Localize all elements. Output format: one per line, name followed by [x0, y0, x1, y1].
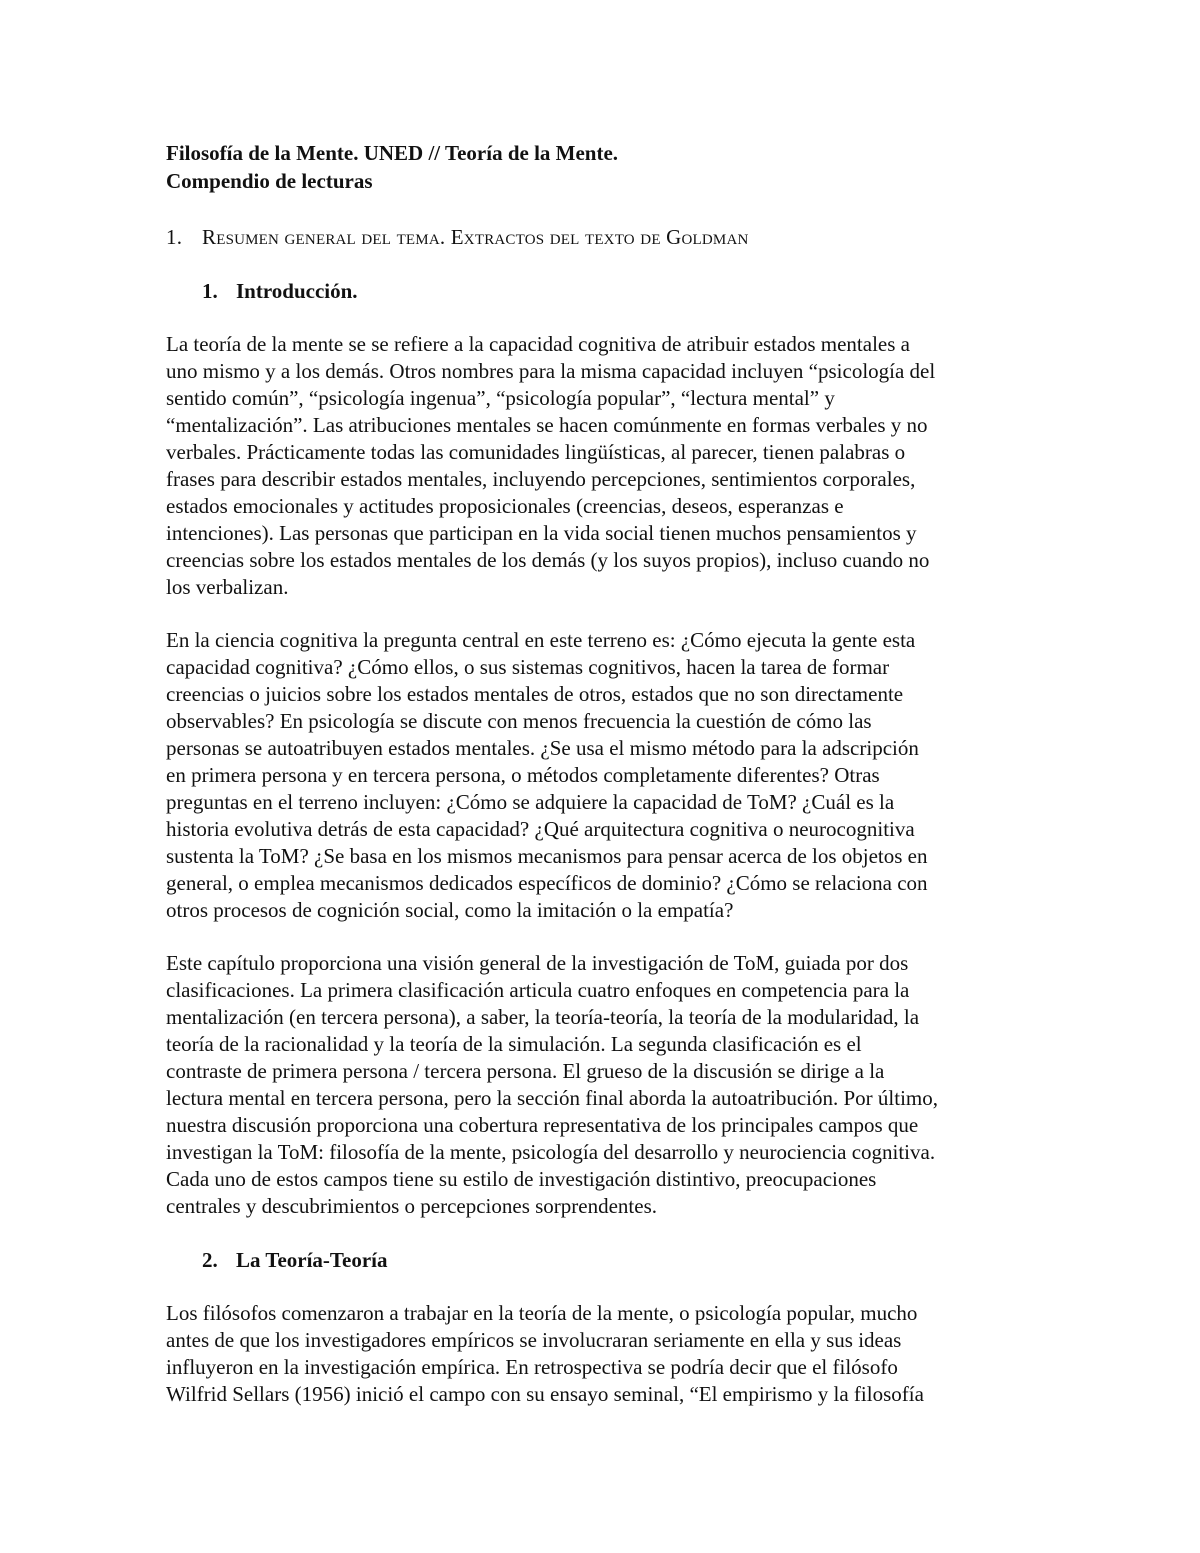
paragraph-4: [166, 1300, 1036, 1408]
subsection-heading-introduccion: [166, 277, 1036, 305]
paragraph-line: sustenta la ToM? ¿Se basa en los mismos mecanismos para pensar acerca de los objetos en: [166, 844, 928, 868]
section-title: Resumen general del tema. Extractos del texto de Goldman: [202, 225, 749, 249]
paragraph-line: general, o emplea mecanismos dedicados específicos de dominio? ¿Cómo se relaciona con: [166, 871, 928, 895]
paragraph-line: centrales y descubrimientos o percepciones sorprendentes.: [166, 1194, 657, 1218]
section-number: 1.: [166, 225, 183, 249]
paragraph-line: otros procesos de cognición social, como la imitación o la empatía?: [166, 898, 734, 922]
subsection-title: Introducción.: [236, 279, 358, 303]
paragraph-line: verbales. Prácticamente todas las comunidades lingüísticas, al parecer, tienen palabras o: [166, 440, 906, 464]
paragraph-line: uno mismo y a los demás. Otros nombres para la misma capacidad incluyen “psicología del: [166, 359, 936, 383]
paragraph-3: [166, 950, 1036, 1220]
paragraph-line: influyeron en la investigación empírica. En retrospectiva se podría decir que el filósofo: [166, 1355, 898, 1379]
paragraph-1: [166, 331, 1036, 601]
document-page: [166, 139, 1036, 1408]
subsection-title: La Teoría-Teoría: [236, 1248, 388, 1272]
paragraph-line: La teoría de la mente se se refiere a la capacidad cognitiva de atribuir estados mentales a: [166, 332, 910, 356]
paragraph-line: teoría de la racionalidad y la teoría de la simulación. La segunda clasificación es el: [166, 1032, 862, 1056]
paragraph-line: creencias sobre los estados mentales de los demás (y los suyos propios), incluso cuando no: [166, 548, 930, 572]
paragraph-line: En la ciencia cognitiva la pregunta central en este terreno es: ¿Cómo ejecuta la gente esta: [166, 628, 916, 652]
paragraph-line: contraste de primera persona / tercera persona. El grueso de la discusión se dirige a la: [166, 1059, 885, 1083]
paragraph-line: Los filósofos comenzaron a trabajar en la teoría de la mente, o psicología popular, mucho: [166, 1301, 918, 1325]
paragraph-line: lectura mental en tercera persona, pero la sección final aborda la autoatribución. Por último,: [166, 1086, 939, 1110]
subsection-number: 2.: [202, 1248, 218, 1272]
subsection-heading-teoria-teoria: [166, 1246, 1036, 1274]
paragraph-line: Este capítulo proporciona una visión general de la investigación de ToM, guiada por dos: [166, 951, 909, 975]
paragraph-line: observables? En psicología se discute con menos frecuencia la cuestión de cómo las: [166, 709, 872, 733]
paragraph-line: nuestra discusión proporciona una cobertura representativa de los principales campos que: [166, 1113, 919, 1137]
paragraph-line: Wilfrid Sellars (1956) inició el campo con su ensayo seminal, “El empirismo y la filosofía: [166, 1382, 924, 1406]
paragraph-line: investigan la ToM: filosofía de la mente, psicología del desarrollo y neurociencia cognitiva.: [166, 1140, 936, 1164]
paragraph-line: intenciones). Las personas que participan en la vida social tienen muchos pensamientos y: [166, 521, 917, 545]
paragraph-line: preguntas en el terreno incluyen: ¿Cómo se adquiere la capacidad de ToM? ¿Cuál es la: [166, 790, 895, 814]
paragraph-line: antes de que los investigadores empíricos se involucraran seriamente en ella y sus ideas: [166, 1328, 902, 1352]
paragraph-line: “mentalización”. Las atribuciones mentales se hacen comúnmente en formas verbales y no: [166, 413, 928, 437]
subtitle-line: Compendio de lecturas: [166, 169, 373, 193]
paragraph-2: [166, 627, 1036, 924]
subsection-number: 1.: [202, 279, 218, 303]
paragraph-line: creencias o juicios sobre los estados mentales de otros, estados que no son directamente: [166, 682, 904, 706]
paragraph-line: estados emocionales y actitudes proposicionales (creencias, deseos, esperanzas e: [166, 494, 844, 518]
paragraph-line: Cada uno de estos campos tiene su estilo de investigación distintivo, preocupaciones: [166, 1167, 877, 1191]
paragraph-line: historia evolutiva detrás de esta capacidad? ¿Qué arquitectura cognitiva o neurocognitiva: [166, 817, 915, 841]
title-line: Filosofía de la Mente. UNED // Teoría de la Mente.: [166, 141, 619, 165]
section-heading-1: [166, 223, 1036, 251]
paragraph-line: los verbalizan.: [166, 575, 289, 599]
paragraph-line: sentido común”, “psicología ingenua”, “psicología popular”, “lectura mental” y: [166, 386, 835, 410]
paragraph-line: personas se autoatribuyen estados mentales. ¿Se usa el mismo método para la adscripción: [166, 736, 919, 760]
paragraph-line: clasificaciones. La primera clasificación articula cuatro enfoques en competencia para la: [166, 978, 910, 1002]
paragraph-line: frases para describir estados mentales, incluyendo percepciones, sentimientos corporales,: [166, 467, 916, 491]
paragraph-line: en primera persona y en tercera persona, o métodos completamente diferentes? Otras: [166, 763, 880, 787]
document-title: [166, 139, 1036, 195]
paragraph-line: mentalización (en tercera persona), a saber, la teoría-teoría, la teoría de la modularidad, la: [166, 1005, 920, 1029]
paragraph-line: capacidad cognitiva? ¿Cómo ellos, o sus sistemas cognitivos, hacen la tarea de formar: [166, 655, 890, 679]
